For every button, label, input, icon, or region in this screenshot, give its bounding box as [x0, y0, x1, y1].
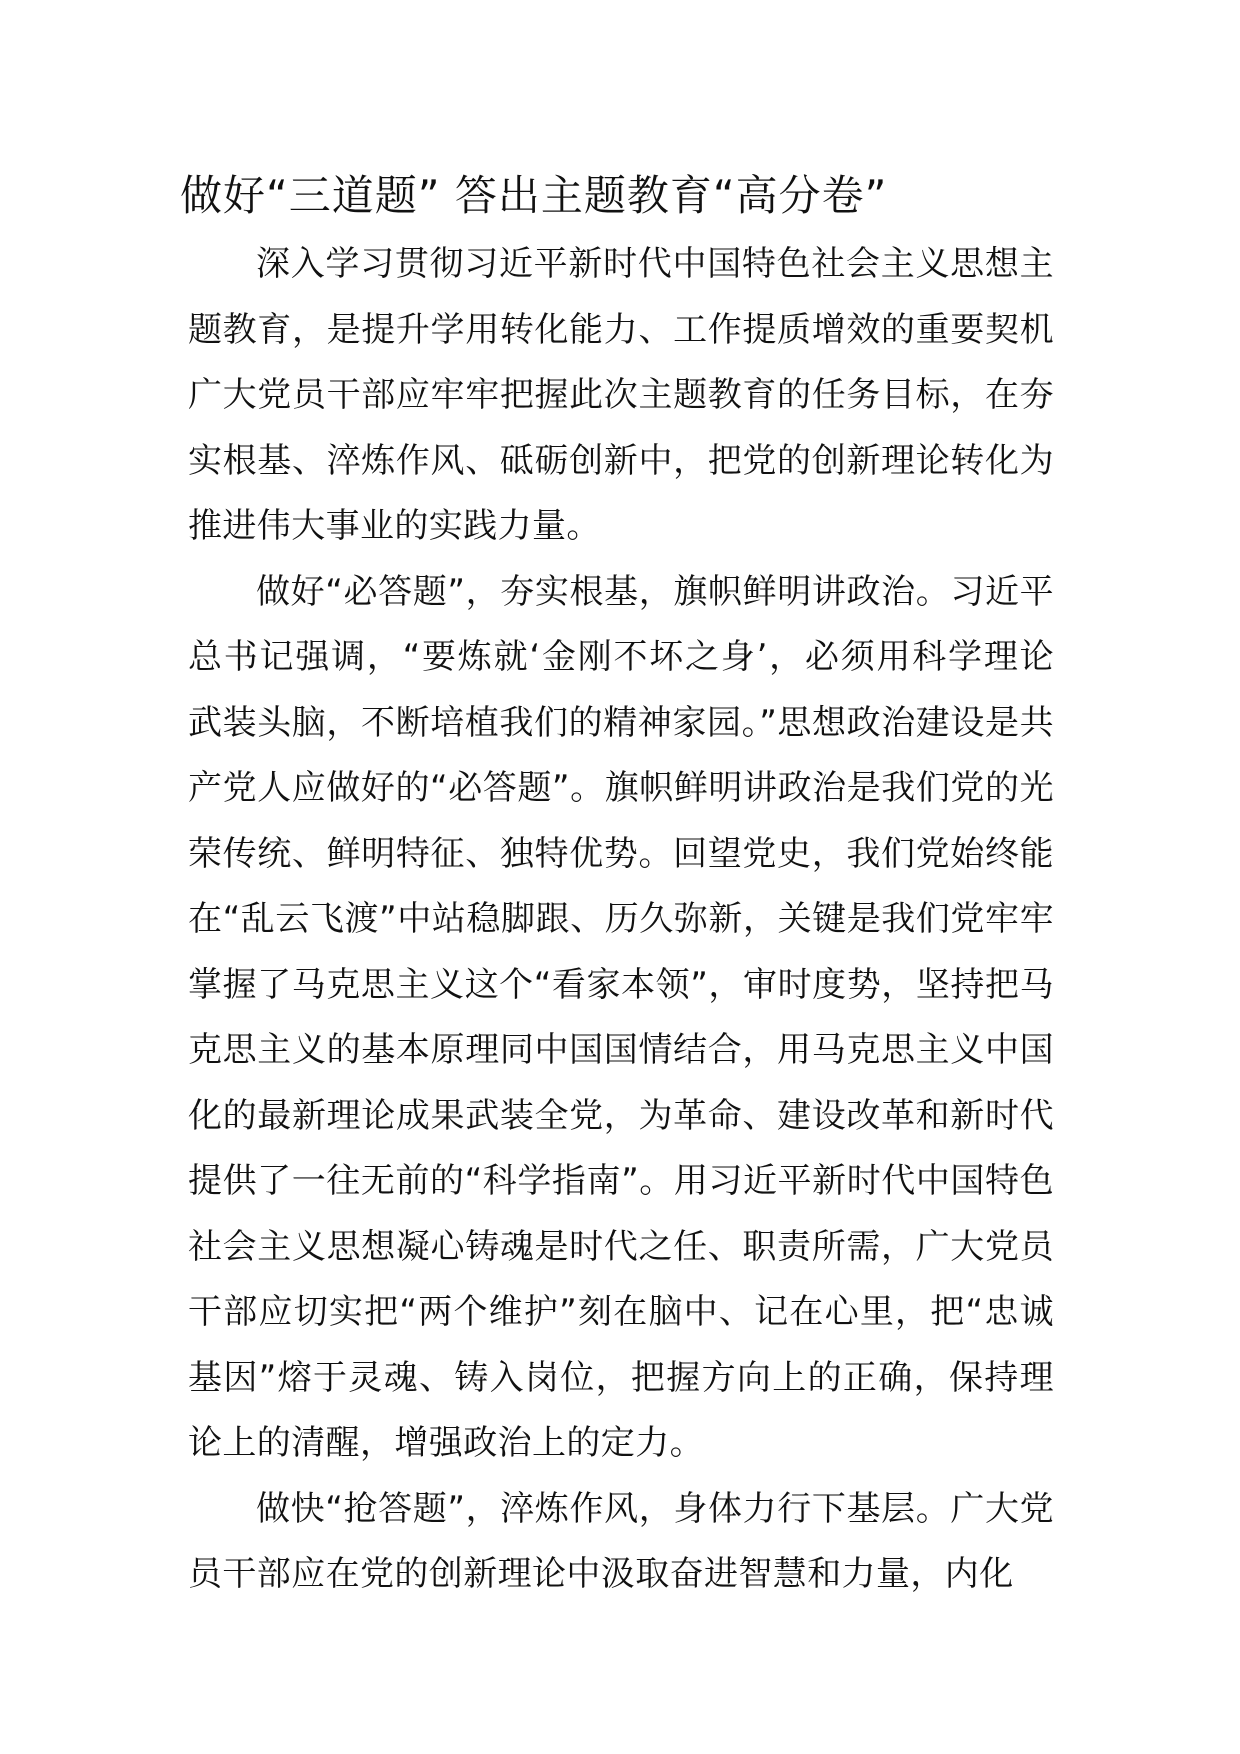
- document-body: [188, 232, 1054, 1608]
- paragraph-intro: 深入学习贯彻习近平新时代中国特色社会主义思想主题教育，是提升学用转化能力、工作提质增效的重要契机广大党员干部应牢牢把握此次主题教育的任务目标，在夯实根基、淬炼作风、砥砺创新中，把党的创新理论转化为推进伟大事业的实践力量。: [188, 244, 1054, 546]
- paragraph-required-question: 做好“必答题”，夯实根基，旗帜鲜明讲政治。习近平总书记强调，“要炼就‘金刚不坏之身’，必须用科学理论武装头脑，不断培植我们的精神家园。”思想政治建设是共产党人应做好的“必答题”。旗帜鲜明讲政治是我们党的光荣传统、鲜明特征、独特优势。回望党史，我们党始终能在“乱云飞渡”中站稳脚跟、历久弥新，关键是我们党牢牢掌握了马克思主义这个“看家本领”，审时度势，坚持把马克思主义的基本原理同中国国情结合，用马克思主义中国化的最新理论成果武装全党，为革命、建设改革和新时代提供了一往无前的“科学指南”。用习近平新时代中国特色社会主义思想凝心铸魂是时代之任、职责所需，广大党员干部应切实把“两个维护”刻在脑中、记在心里，把“忠诚基因”熔于灵魂、铸入岗位，把握方向上的正确，保持理论上的清醒，增强政治上的定力。: [188, 571, 1054, 1463]
- document-title: 做好“三道题” 答出主题教育“高分卷”: [180, 171, 888, 220]
- paragraph-quick-question: 做快“抢答题”，淬炼作风，身体力行下基层。广大党员干部应在党的创新理论中汲取奋进智慧和力量，内化: [188, 1488, 1054, 1594]
